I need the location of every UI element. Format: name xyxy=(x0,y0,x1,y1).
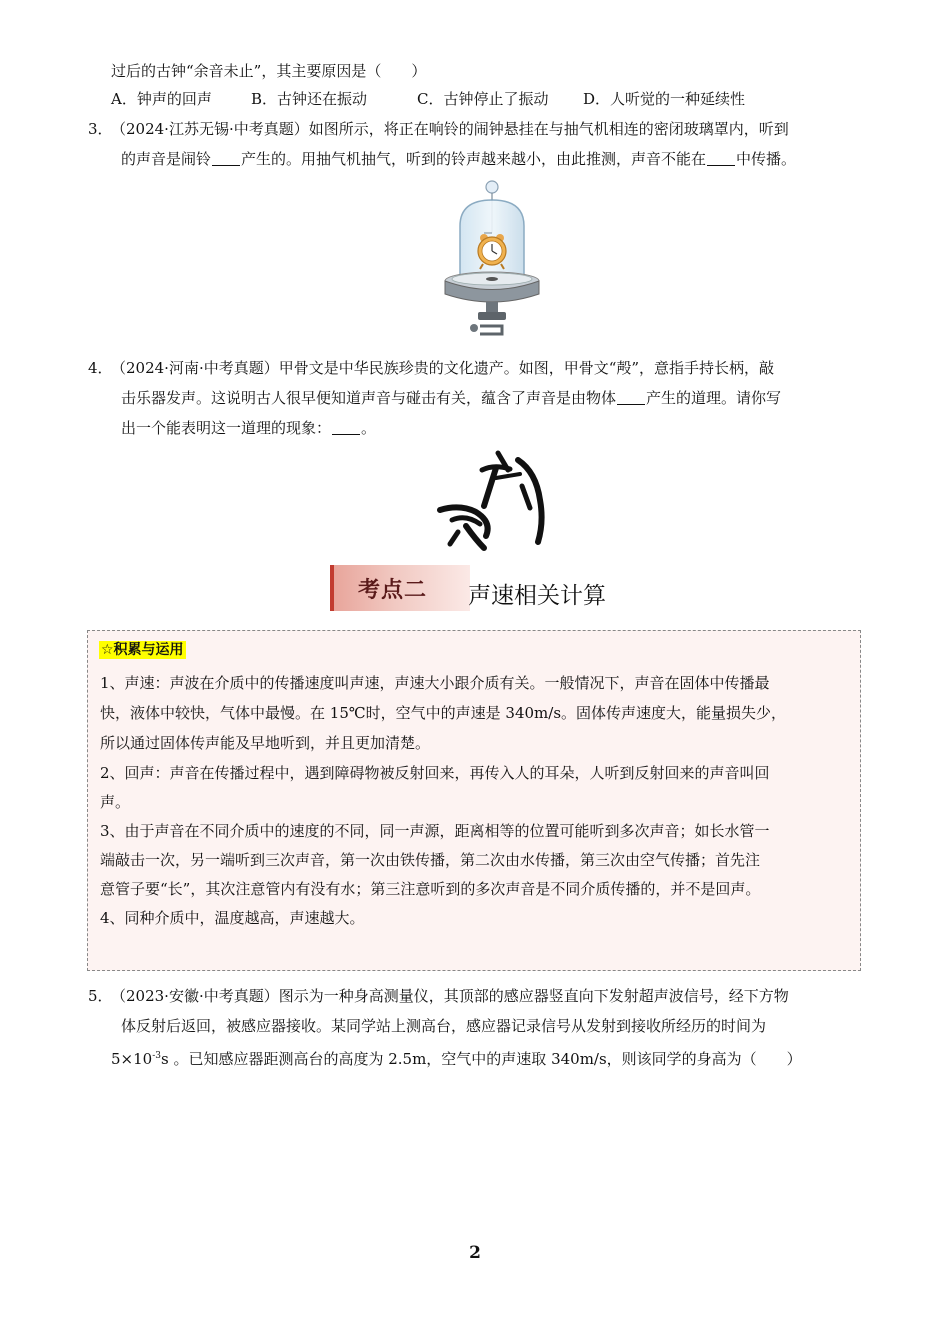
section-badge xyxy=(330,565,470,611)
q5-line3-rest: s 。已知感应器距测高台的高度为 2.5m，空气中的声速取 340m/s，则该同学的身高为（ ） xyxy=(160,1050,802,1068)
knowledge-line: 端敲击一次，另一端听到三次声音，第一次由铁传播，第二次由水传播，第三次由空气传播；首先注 xyxy=(100,851,761,869)
q2-option-d: D．人听觉的一种延续性 xyxy=(583,90,746,108)
q4-line3-b: 。 xyxy=(361,419,377,437)
knowledge-line: 2、回声：声音在传播过程中，遇到障碍物被反射回来，再传入人的耳朵，人听到反射回来的声音叫回 xyxy=(100,764,770,782)
q4-line2-b: 产生的道理。请你写 xyxy=(646,389,782,407)
knowledge-line: 快，液体中较快，气体中最慢。在 15℃时，空气中的声速是 340m/s。固体传声速度大，能量损失少， xyxy=(100,704,787,722)
q5-line2: 体反射后返回，被感应器接收。某同学站上测高台，感应器记录信号从发射到接收所经历的时间为 xyxy=(121,1017,767,1035)
q5-number: 5． xyxy=(88,987,113,1005)
q5-line3-exponent: -3 xyxy=(152,1051,161,1061)
knowledge-line: 4、同种介质中，温度越高，声速越大。 xyxy=(100,909,365,927)
q3-blank-1[interactable] xyxy=(212,150,240,166)
knowledge-line: 所以通过固体传声能及早地听到，并且更加清楚。 xyxy=(100,734,431,752)
q4-line2 xyxy=(121,388,781,408)
section-banner xyxy=(330,565,630,613)
q3-number: 3． xyxy=(88,120,113,138)
knowledge-line: 意管子要“长”，其次注意管内有没有水；第三注意听到的多次声音是不同介质传播的，并不是回声。 xyxy=(100,880,761,898)
q4-line2-a: 击乐器发声。这说明古人很早便知道声音与碰击有关，蕴含了声音是由物体 xyxy=(121,389,617,407)
q2-continuation: 过后的古钟“余音未止”，其主要原因是（ ） xyxy=(111,62,427,80)
q3-line2 xyxy=(121,149,796,169)
oracle-bone-character-figure xyxy=(436,448,548,552)
q3-line2-c: 中传播。 xyxy=(736,150,797,168)
page-number: 2 xyxy=(469,1243,481,1263)
q3-line2-b: 产生的。用抽气机抽气，听到的铃声越来越小，由此推测，声音不能在 xyxy=(241,150,707,168)
knowledge-box-heading: ☆积累与运用 xyxy=(101,642,184,658)
q4-number: 4． xyxy=(88,359,113,377)
q4-blank-1[interactable] xyxy=(617,389,645,405)
section-badge-label: 考点二 xyxy=(358,578,428,603)
knowledge-box xyxy=(87,630,861,971)
q3-line2-a: 的声音是闹铃 xyxy=(121,150,212,168)
knowledge-line: 3、由于声音在不同介质中的速度的不同，同一声源，距离相等的位置可能听到多次声音；如长水管一 xyxy=(100,822,770,840)
section-title: 声速相关计算 xyxy=(468,583,606,609)
q5-line3 xyxy=(111,1046,802,1069)
q4-blank-2[interactable] xyxy=(332,419,360,435)
q2-option-a: A．钟声的回声 xyxy=(111,90,212,108)
q4-line3 xyxy=(121,418,376,438)
q4-line1: （2024·河南·中考真题）甲骨文是中华民族珍贵的文化遗产。如图，甲骨文“殸”，意指手持长柄，敲 xyxy=(111,359,775,377)
q4-line3-a: 出一个能表明这一道理的现象： xyxy=(121,419,332,437)
q5-line3-base: 5×10 xyxy=(111,1050,153,1068)
knowledge-line: 声。 xyxy=(100,793,131,811)
knowledge-line: 1、声速：声波在介质中的传播速度叫声速，声速大小跟介质有关。一般情况下，声音在固体中传播最 xyxy=(100,674,770,692)
q5-line1: （2023·安徽·中考真题）图示为一种身高测量仪，其顶部的感应器竖直向下发射超声波信号，经下方物 xyxy=(111,987,789,1005)
q3-line1: （2024·江苏无锡·中考真题）如图所示，将正在响铃的闹钟悬挂在与抽气机相连的密闭玻璃罩内，听到 xyxy=(111,120,789,138)
q2-option-c: C．古钟停止了振动 xyxy=(417,90,549,108)
q2-option-b: B．古钟还在振动 xyxy=(251,90,368,108)
bell-jar-figure xyxy=(440,178,544,338)
q3-blank-2[interactable] xyxy=(707,150,735,166)
